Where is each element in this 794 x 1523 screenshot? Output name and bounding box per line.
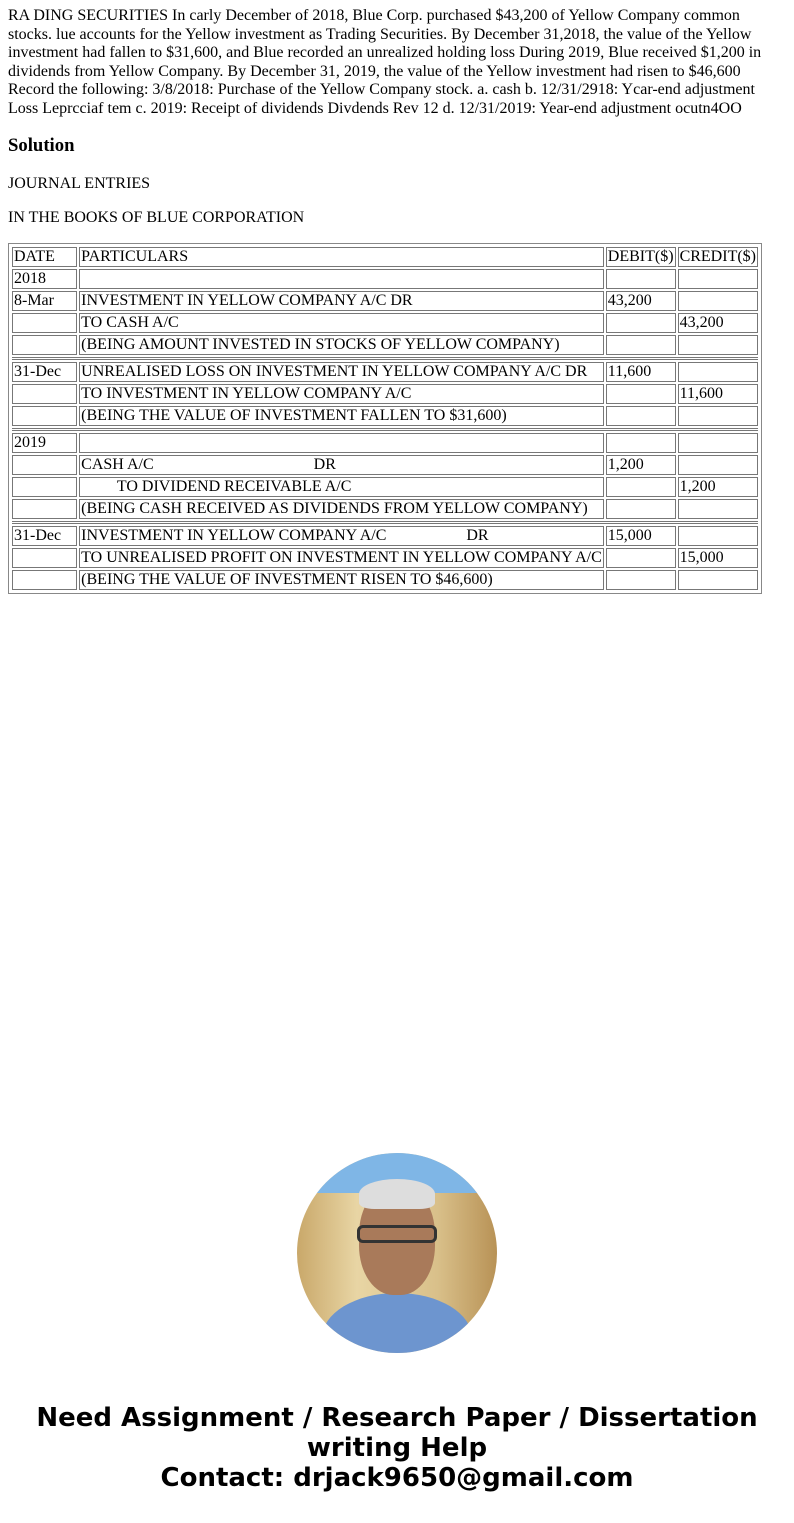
- cell-debit: 1,200: [606, 455, 676, 475]
- cell-debit: [606, 406, 676, 426]
- cell-date: [12, 570, 77, 590]
- cell-particulars: INVESTMENT IN YELLOW COMPANY A/C DR: [79, 291, 604, 311]
- table-row: [12, 455, 758, 475]
- table-row: [12, 313, 758, 333]
- table-row: [12, 335, 758, 355]
- cell-debit: [606, 570, 676, 590]
- cell-debit: 43,200: [606, 291, 676, 311]
- table-row: [12, 570, 758, 590]
- promo-footer: [0, 1403, 794, 1493]
- group-separator: [12, 357, 758, 360]
- table-header-row: [12, 247, 758, 267]
- books-title: IN THE BOOKS OF BLUE CORPORATION: [8, 209, 305, 226]
- cell-particulars: (BEING THE VALUE OF INVESTMENT RISEN TO $46,600): [79, 570, 604, 590]
- table-row: [12, 499, 758, 519]
- cell-debit: [606, 433, 676, 453]
- cell-credit: 1,200: [678, 477, 758, 497]
- cell-credit: [678, 526, 758, 546]
- header-particulars: PARTICULARS: [79, 247, 604, 267]
- cell-debit: 15,000: [606, 526, 676, 546]
- cell-credit: [678, 291, 758, 311]
- header-credit: CREDIT($): [679, 248, 756, 265]
- table-row: [12, 269, 758, 289]
- cell-particulars: TO INVESTMENT IN YELLOW COMPANY A/C: [79, 384, 604, 404]
- cell-date: 2019: [12, 433, 77, 453]
- table-row: [12, 291, 758, 311]
- journal-table-frame: [8, 243, 762, 594]
- cell-credit: [678, 269, 758, 289]
- cell-credit: [678, 570, 758, 590]
- table-row: [12, 526, 758, 546]
- cell-debit: [606, 384, 676, 404]
- table-row: [12, 433, 758, 453]
- cell-credit: [678, 499, 758, 519]
- author-avatar: [297, 1153, 497, 1353]
- cell-date: [12, 455, 77, 475]
- cell-date: [12, 477, 77, 497]
- cell-date: 31-Dec: [12, 526, 77, 546]
- cell-debit: [606, 548, 676, 568]
- cell-credit: [678, 406, 758, 426]
- cell-credit: [678, 455, 758, 475]
- cell-debit: [606, 313, 676, 333]
- header-debit: DEBIT($): [607, 248, 674, 265]
- cell-credit: 11,600: [678, 384, 758, 404]
- cell-particulars: CASH A/C DR: [79, 455, 604, 475]
- contact-line: Contact: drjack9650@gmail.com: [160, 1463, 634, 1493]
- cell-date: 31-Dec: [12, 362, 77, 382]
- group-separator: [12, 428, 758, 431]
- cell-particulars: (BEING CASH RECEIVED AS DIVIDENDS FROM YELLOW COMPANY): [79, 499, 604, 519]
- cell-debit: [606, 269, 676, 289]
- question-text: RA DING SECURITIES In carly December of 2018, Blue Corp. purchased $43,200 of Yellow Company common stocks. lue accounts for the Yellow investment as Trading Securities. By December 31,2018, the value of the Yellow investment had fallen to $31,600, and Blue recorded an unrealized holding loss During 2019, Blue received $1,200 in dividends from Yellow Company. By December 31, 2019, the value of the Yellow investment had risen to $46,600 Record the following: 3/8/2018: Purchase of the Yellow Company stock. a. cash b. 12/31/2918: Ycar-end adjustment Loss Leprcciaf tem c. 2019: Receipt of dividends Divdends Rev 12 d. 12/31/2019: Year-end adjustment ocutn4OO: [8, 7, 762, 117]
- cell-credit: 43,200: [678, 313, 758, 333]
- cell-date: 8-Mar: [12, 291, 77, 311]
- cell-date: [12, 406, 77, 426]
- promo-line: Need Assignment / Research Paper / Dissertation writing Help: [36, 1403, 758, 1463]
- journal-table: [10, 245, 760, 592]
- cell-date: [12, 313, 77, 333]
- cell-credit: 15,000: [678, 548, 758, 568]
- cell-particulars: [79, 433, 604, 453]
- cell-credit: [678, 362, 758, 382]
- header-date: DATE: [12, 247, 77, 267]
- cell-debit: [606, 499, 676, 519]
- cell-particulars: UNREALISED LOSS ON INVESTMENT IN YELLOW COMPANY A/C DR: [79, 362, 604, 382]
- cell-particulars: (BEING AMOUNT INVESTED IN STOCKS OF YELLOW COMPANY): [79, 335, 604, 355]
- cell-date: [12, 499, 77, 519]
- table-row: [12, 406, 758, 426]
- cell-date: [12, 335, 77, 355]
- table-row: [12, 548, 758, 568]
- cell-particulars: TO CASH A/C: [79, 313, 604, 333]
- table-row: [12, 362, 758, 382]
- cell-particulars: [79, 269, 604, 289]
- cell-particulars: TO UNREALISED PROFIT ON INVESTMENT IN YELLOW COMPANY A/C: [81, 549, 602, 566]
- solution-heading: Solution: [8, 135, 75, 156]
- cell-debit: 11,600: [606, 362, 676, 382]
- cell-date: [12, 548, 77, 568]
- cell-date: 2018: [12, 269, 77, 289]
- cell-date: [12, 384, 77, 404]
- glasses-icon: [357, 1225, 437, 1243]
- cell-particulars: TO DIVIDEND RECEIVABLE A/C: [79, 477, 604, 497]
- cell-credit: [678, 433, 758, 453]
- cell-particulars: INVESTMENT IN YELLOW COMPANY A/C DR: [79, 526, 604, 546]
- group-separator: [12, 521, 758, 524]
- cell-debit: [606, 477, 676, 497]
- cell-credit: [678, 335, 758, 355]
- cell-particulars: (BEING THE VALUE OF INVESTMENT FALLEN TO $31,600): [79, 406, 604, 426]
- journal-entries-title: JOURNAL ENTRIES: [8, 175, 151, 192]
- cell-debit: [606, 335, 676, 355]
- table-row: [12, 477, 758, 497]
- table-row: [12, 384, 758, 404]
